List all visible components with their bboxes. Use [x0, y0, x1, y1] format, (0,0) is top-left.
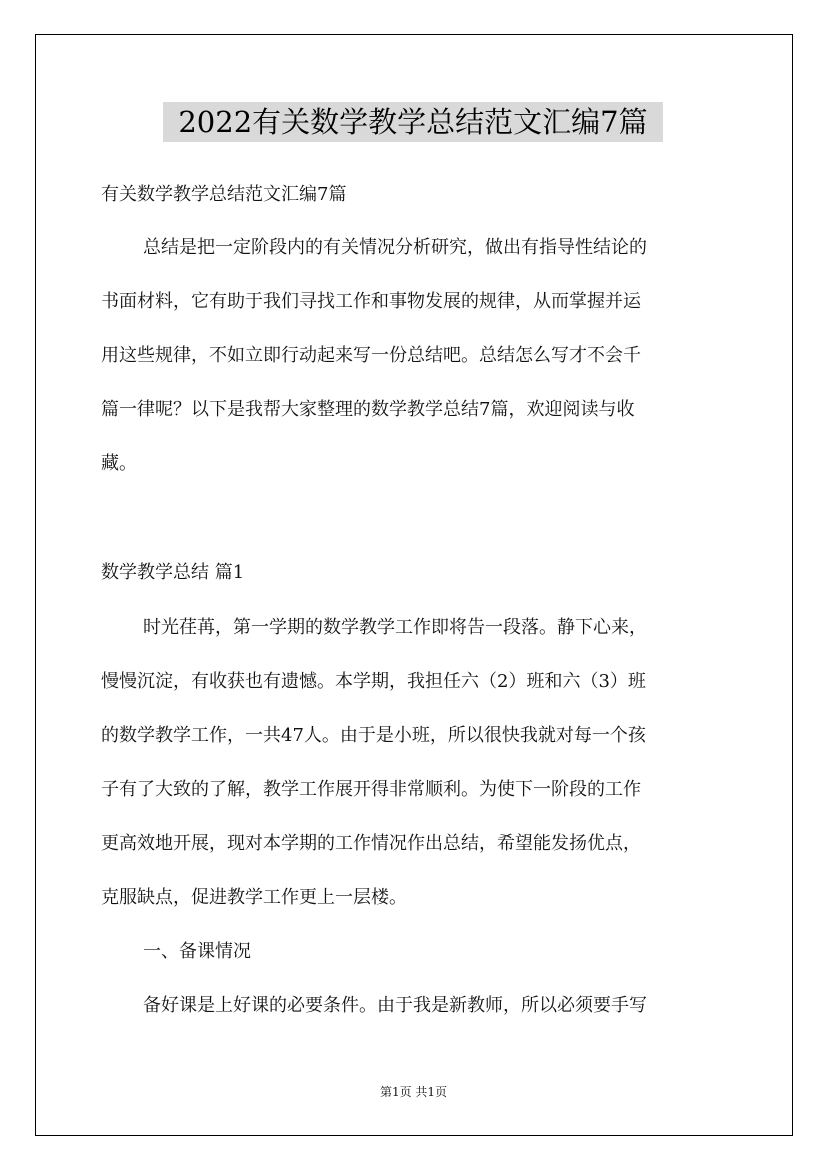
intro-line-2: 书面材料，它有助于我们寻找工作和事物发展的规律，从而掌握并运	[101, 291, 641, 312]
paragraph-line-4: 子有了大致的了解，教学工作展开得非常顺利。为使下一阶段的工作	[101, 779, 641, 800]
intro-line-1: 总结是把一定阶段内的有关情况分析研究，做出有指导性结论的	[143, 237, 647, 258]
page-footer: 第1页 共1页	[379, 1085, 448, 1099]
paragraph-line-1: 时光荏苒，第一学期的数学教学工作即将告一段落。静下心来，	[143, 617, 647, 638]
document-subtitle: 有关数学教学总结范文汇编7篇	[101, 184, 347, 205]
section-heading: 数学教学总结 篇1	[101, 562, 245, 583]
paragraph-line-2: 慢慢沉淀，有收获也有遗憾。本学期，我担任六（2）班和六（3）班	[101, 671, 646, 692]
subheading: 一、备课情况	[143, 941, 251, 962]
intro-line-5: 藏。	[101, 453, 137, 474]
intro-line-4: 篇一律呢？以下是我帮大家整理的数学教学总结7篇，欢迎阅读与收	[101, 399, 635, 420]
paragraph-line-3: 的数学教学工作，一共47人。由于是小班，所以很快我就对每一个孩	[101, 725, 646, 746]
paragraph-line-5: 更高效地开展，现对本学期的工作情况作出总结，希望能发扬优点，	[101, 833, 641, 854]
intro-line-3: 用这些规律，不如立即行动起来写一份总结吧。总结怎么写才不会千	[101, 345, 641, 366]
paragraph-last-line: 备好课是上好课的必要条件。由于我是新教师，所以必须要手写	[143, 995, 647, 1016]
document-title: 2022有关数学教学总结范文汇编7篇	[163, 102, 663, 142]
paragraph-line-6: 克服缺点，促进教学工作更上一层楼。	[101, 887, 407, 908]
